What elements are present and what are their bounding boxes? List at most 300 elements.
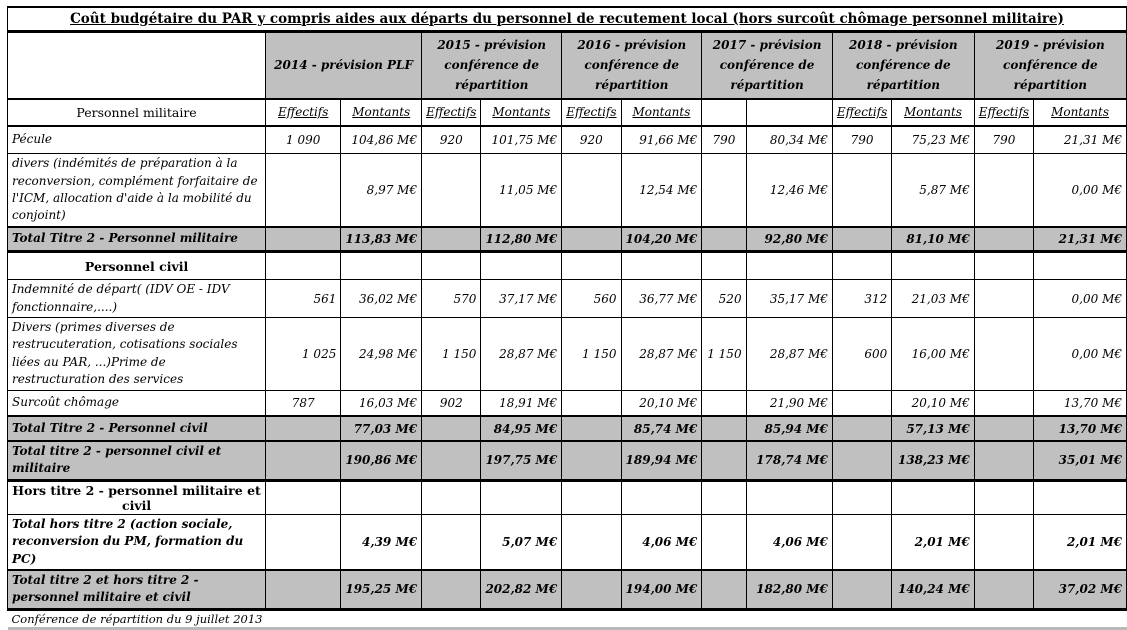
row-label bbox=[8, 441, 266, 480]
effectifs-cell bbox=[974, 318, 1033, 391]
montants-cell bbox=[341, 126, 422, 154]
effectifs-cell bbox=[562, 390, 621, 416]
montants-cell-text: 75,23 M€ bbox=[911, 132, 970, 147]
montants-cell bbox=[481, 154, 562, 227]
effectifs-cell bbox=[832, 227, 891, 252]
effectifs-cell bbox=[832, 441, 891, 480]
montants-cell-text: 36,77 M€ bbox=[639, 291, 698, 306]
effectifs-cell-text: 312 bbox=[864, 291, 888, 306]
montants-cell bbox=[621, 390, 702, 416]
montants-cell bbox=[341, 514, 422, 570]
montants-cell bbox=[746, 441, 832, 480]
effectifs-header-2016-text: Effectifs bbox=[566, 105, 617, 120]
montants-cell bbox=[892, 570, 974, 609]
montants-cell bbox=[341, 318, 422, 391]
effectifs-cell bbox=[422, 126, 481, 154]
montants-cell bbox=[481, 514, 562, 570]
montants-cell-text: 5,87 M€ bbox=[919, 182, 970, 197]
table-row bbox=[8, 416, 1127, 441]
montants-cell bbox=[621, 570, 702, 609]
montants-cell bbox=[746, 154, 832, 227]
montants-cell bbox=[481, 280, 562, 318]
montants-cell-text: 21,03 M€ bbox=[911, 291, 970, 306]
table-row bbox=[8, 280, 1127, 318]
effectifs-cell bbox=[702, 126, 746, 154]
effectifs-cell bbox=[974, 480, 1033, 514]
montants-cell bbox=[892, 480, 974, 514]
montants-cell bbox=[621, 318, 702, 391]
year-header-2017 bbox=[702, 31, 833, 99]
year-header-2016 bbox=[562, 31, 702, 99]
effectifs-cell bbox=[702, 318, 746, 391]
montants-cell-text: 101,75 M€ bbox=[491, 132, 558, 147]
table-row bbox=[8, 514, 1127, 570]
effectifs-cell bbox=[974, 514, 1033, 570]
table-footnote-text: Conférence de répartition du 9 juillet 2013 bbox=[11, 611, 263, 626]
montants-header-2014 bbox=[341, 99, 422, 126]
montants-cell-text: 5,07 M€ bbox=[502, 534, 558, 549]
footnote-ghost-cell bbox=[1034, 609, 1127, 628]
montants-header-2018-text: Montants bbox=[904, 105, 962, 120]
row-label bbox=[8, 280, 266, 318]
row-label bbox=[8, 416, 266, 441]
montants-cell bbox=[746, 390, 832, 416]
montants-cell-text: 138,23 M€ bbox=[897, 453, 970, 468]
effectifs-cell-text: 1 150 bbox=[707, 346, 742, 361]
row-label bbox=[8, 227, 266, 252]
effectifs-cell-text: 570 bbox=[453, 291, 477, 306]
montants-header-2016 bbox=[621, 99, 702, 126]
effectifs-header-2015-text: Effectifs bbox=[426, 105, 477, 120]
montants-cell-text: 77,03 M€ bbox=[353, 421, 418, 436]
montants-cell bbox=[1034, 252, 1127, 280]
montants-header-2019-text: Montants bbox=[1051, 105, 1109, 120]
page-title-text: Coût budgétaire du PAR y compris aides aux départs du personnel de recutement local (hors surcoût chômage personnel militaire) bbox=[70, 10, 1064, 27]
montants-cell bbox=[1034, 441, 1127, 480]
montants-cell-text: 81,10 M€ bbox=[906, 231, 970, 246]
montants-cell bbox=[746, 514, 832, 570]
montants-cell bbox=[1034, 280, 1127, 318]
effectifs-cell bbox=[266, 480, 341, 514]
montants-cell bbox=[481, 570, 562, 609]
effectifs-cell bbox=[974, 570, 1033, 609]
montants-cell-text: 11,05 M€ bbox=[499, 182, 558, 197]
effectifs-cell bbox=[422, 441, 481, 480]
effectifs-header-2014-text: Effectifs bbox=[278, 105, 329, 120]
effectifs-cell bbox=[832, 390, 891, 416]
montants-cell-text: 20,10 M€ bbox=[911, 395, 970, 410]
effectifs-cell bbox=[422, 570, 481, 609]
montants-cell-text: 178,74 M€ bbox=[756, 453, 828, 468]
effectifs-cell bbox=[422, 252, 481, 280]
row-label-text: Personnel civil bbox=[84, 258, 189, 274]
montants-cell-text: 57,13 M€ bbox=[906, 421, 970, 436]
montants-cell-text: 104,86 M€ bbox=[351, 132, 418, 147]
row-label bbox=[8, 252, 266, 280]
effectifs-cell bbox=[702, 390, 746, 416]
montants-cell-text: 21,31 M€ bbox=[1063, 132, 1122, 147]
montants-cell-text: 21,90 M€ bbox=[769, 395, 828, 410]
montants-cell-text: 35,01 M€ bbox=[1058, 453, 1122, 468]
row-label-text: Divers (primes diverses de restrucuteration, cotisations sociales liées au PAR, ...)Prime de restructuration des services bbox=[12, 320, 238, 387]
effectifs-cell-text: 920 bbox=[439, 132, 463, 147]
montants-cell bbox=[746, 280, 832, 318]
effectifs-cell-text: 787 bbox=[291, 395, 315, 410]
montants-cell-text: 202,82 M€ bbox=[485, 582, 558, 597]
montants-cell bbox=[892, 126, 974, 154]
effectifs-cell bbox=[702, 154, 746, 227]
row-label-text: Total titre 2 - personnel civil et militaire bbox=[12, 444, 222, 476]
montants-cell bbox=[621, 227, 702, 252]
effectifs-cell bbox=[702, 280, 746, 318]
effectifs-cell bbox=[832, 514, 891, 570]
year-header-2017-text: 2017 - prévision conférence de répartition bbox=[712, 37, 822, 93]
montants-cell bbox=[1034, 318, 1127, 391]
effectifs-cell-text: 902 bbox=[439, 395, 463, 410]
effectifs-header-2016 bbox=[562, 99, 621, 126]
effectifs-header-2019-text: Effectifs bbox=[978, 105, 1030, 120]
effectifs-cell bbox=[422, 318, 481, 391]
montants-cell-text: 24,98 M€ bbox=[359, 346, 418, 361]
montants-cell-text: 85,94 M€ bbox=[764, 421, 828, 436]
effectifs-cell bbox=[702, 570, 746, 609]
montants-cell bbox=[892, 441, 974, 480]
year-header-2018 bbox=[832, 31, 974, 99]
effectifs-cell bbox=[974, 441, 1033, 480]
year-header-2014-text: 2014 - prévision PLF bbox=[274, 57, 413, 72]
montants-cell bbox=[341, 280, 422, 318]
montants-cell bbox=[481, 390, 562, 416]
montants-header-2014-text: Montants bbox=[352, 105, 411, 120]
row-label bbox=[8, 154, 266, 227]
montants-header-2015-text: Montants bbox=[492, 105, 551, 120]
montants-cell-text: 13,70 M€ bbox=[1058, 421, 1122, 436]
montants-cell-text: 12,46 M€ bbox=[769, 182, 828, 197]
effectifs-cell bbox=[266, 416, 341, 441]
effectifs-cell bbox=[702, 480, 746, 514]
montants-cell-text: 2,01 M€ bbox=[914, 534, 970, 549]
montants-cell-text: 112,80 M€ bbox=[485, 231, 558, 246]
montants-cell bbox=[892, 227, 974, 252]
effectifs-cell-text: 920 bbox=[579, 132, 603, 147]
effectifs-header-2019 bbox=[974, 99, 1033, 126]
montants-cell bbox=[341, 441, 422, 480]
effectifs-cell bbox=[702, 441, 746, 480]
row-label-text: Surcoût chômage bbox=[12, 395, 119, 410]
montants-cell bbox=[481, 252, 562, 280]
montants-cell bbox=[1034, 390, 1127, 416]
year-header-2019 bbox=[974, 31, 1126, 99]
effectifs-cell bbox=[422, 390, 481, 416]
effectifs-cell bbox=[562, 154, 621, 227]
montants-cell bbox=[1034, 227, 1127, 252]
effectifs-cell bbox=[422, 280, 481, 318]
montants-cell bbox=[481, 227, 562, 252]
montants-cell-text: 104,20 M€ bbox=[625, 231, 698, 246]
montants-cell-text: 20,10 M€ bbox=[639, 395, 698, 410]
montants-cell-text: 0,00 M€ bbox=[1071, 182, 1122, 197]
montants-cell bbox=[481, 318, 562, 391]
montants-cell bbox=[481, 441, 562, 480]
montants-cell-text: 35,17 M€ bbox=[769, 291, 828, 306]
montants-cell-text: 194,00 M€ bbox=[625, 582, 698, 597]
year-header-2014 bbox=[266, 31, 422, 99]
montants-cell-text: 4,06 M€ bbox=[642, 534, 698, 549]
year-header-2018-text: 2018 - prévision conférence de répartition bbox=[848, 37, 958, 93]
montants-cell bbox=[341, 390, 422, 416]
row-label-text: Indemnité de départ( (IDV OE - IDV fonctionnaire,....) bbox=[12, 282, 230, 314]
effectifs-cell bbox=[832, 570, 891, 609]
montants-cell bbox=[621, 252, 702, 280]
row-label-text: Pécule bbox=[12, 132, 53, 147]
montants-cell-text: 190,86 M€ bbox=[345, 453, 418, 468]
montants-cell bbox=[746, 416, 832, 441]
effectifs-cell bbox=[702, 252, 746, 280]
effectifs-cell bbox=[266, 390, 341, 416]
montants-cell bbox=[1034, 514, 1127, 570]
footnote-ghost-cell bbox=[974, 609, 1033, 628]
effectifs-cell-text: 790 bbox=[712, 132, 736, 147]
montants-cell-text: 84,95 M€ bbox=[493, 421, 558, 436]
montants-cell bbox=[341, 570, 422, 609]
effectifs-cell bbox=[562, 126, 621, 154]
montants-cell bbox=[621, 480, 702, 514]
montants-cell-text: 28,87 M€ bbox=[639, 346, 698, 361]
montants-cell-text: 80,34 M€ bbox=[769, 132, 828, 147]
effectifs-header-2018 bbox=[832, 99, 891, 126]
montants-cell-text: 92,80 M€ bbox=[764, 231, 828, 246]
montants-cell bbox=[481, 126, 562, 154]
montants-cell-text: 37,02 M€ bbox=[1058, 582, 1122, 597]
montants-cell-text: 12,54 M€ bbox=[639, 182, 698, 197]
montants-header-2015 bbox=[481, 99, 562, 126]
montants-cell-text: 21,31 M€ bbox=[1058, 231, 1122, 246]
year-header-2015-text: 2015 - prévision conférence de répartition bbox=[437, 37, 546, 93]
page-title bbox=[8, 7, 1127, 31]
subheader-row bbox=[8, 99, 1127, 126]
title-row bbox=[8, 7, 1127, 31]
montants-cell-text: 0,00 M€ bbox=[1071, 346, 1122, 361]
effectifs-cell bbox=[266, 441, 341, 480]
effectifs-cell bbox=[562, 514, 621, 570]
montants-cell bbox=[746, 570, 832, 609]
montants-cell bbox=[746, 480, 832, 514]
section-label-personnel-militaire bbox=[8, 99, 266, 126]
effectifs-cell bbox=[562, 441, 621, 480]
montants-cell bbox=[481, 480, 562, 514]
effectifs-cell bbox=[702, 416, 746, 441]
effectifs-cell bbox=[266, 280, 341, 318]
effectifs-cell bbox=[266, 227, 341, 252]
effectifs-header-2015 bbox=[422, 99, 481, 126]
montants-cell-text: 16,00 M€ bbox=[911, 346, 970, 361]
montants-cell bbox=[892, 416, 974, 441]
effectifs-cell bbox=[832, 480, 891, 514]
montants-cell bbox=[621, 514, 702, 570]
row-label-text: Total Titre 2 - Personnel militaire bbox=[12, 231, 238, 246]
montants-cell bbox=[621, 441, 702, 480]
effectifs-cell-text: 600 bbox=[864, 346, 888, 361]
effectifs-cell bbox=[562, 227, 621, 252]
montants-cell-text: 28,87 M€ bbox=[499, 346, 558, 361]
effectifs-cell bbox=[422, 480, 481, 514]
table-row bbox=[8, 154, 1127, 227]
effectifs-cell bbox=[832, 416, 891, 441]
effectifs-cell bbox=[832, 252, 891, 280]
section-row bbox=[8, 480, 1127, 514]
effectifs-header-2014 bbox=[266, 99, 341, 126]
row-label-text: Total titre 2 et hors titre 2 - personnel militaire et civil bbox=[12, 573, 199, 605]
montants-cell bbox=[746, 126, 832, 154]
effectifs-cell bbox=[562, 252, 621, 280]
montants-cell bbox=[341, 416, 422, 441]
effectifs-cell-text: 561 bbox=[313, 291, 337, 306]
effectifs-cell bbox=[974, 280, 1033, 318]
montants-cell bbox=[746, 252, 832, 280]
effectifs-cell bbox=[562, 318, 621, 391]
montants-cell bbox=[892, 318, 974, 391]
effectifs-cell-text: 1 150 bbox=[582, 346, 617, 361]
montants-cell-text: 182,80 M€ bbox=[756, 582, 828, 597]
effectifs-cell-text: 790 bbox=[850, 132, 874, 147]
effectifs-cell bbox=[422, 154, 481, 227]
row-label bbox=[8, 480, 266, 514]
table-row bbox=[8, 227, 1127, 252]
corner-cell bbox=[8, 31, 266, 99]
effectifs-cell bbox=[266, 514, 341, 570]
montants-cell bbox=[341, 252, 422, 280]
footnote-row bbox=[8, 609, 1127, 628]
montants-cell bbox=[1034, 416, 1127, 441]
montants-cell bbox=[892, 390, 974, 416]
montants-cell-text: 85,74 M€ bbox=[633, 421, 698, 436]
row-label-text: Hors titre 2 - personnel militaire et civil bbox=[12, 482, 261, 513]
effectifs-cell bbox=[562, 416, 621, 441]
row-label-text: divers (indémités de préparation à la reconversion, complément forfaitaire de l'ICM, allocation d'aide à la mobilité du conjoint) bbox=[12, 156, 258, 223]
table-row bbox=[8, 441, 1127, 480]
montants-cell bbox=[621, 280, 702, 318]
effectifs-cell bbox=[422, 416, 481, 441]
montants-cell-text: 195,25 M€ bbox=[345, 582, 418, 597]
effectifs-cell bbox=[832, 280, 891, 318]
effectifs-cell bbox=[974, 126, 1033, 154]
montants-cell-text: 91,66 M€ bbox=[639, 132, 698, 147]
effectifs-cell-text: 1 150 bbox=[442, 346, 477, 361]
effectifs-cell bbox=[974, 227, 1033, 252]
effectifs-cell bbox=[266, 318, 341, 391]
effectifs-cell bbox=[702, 227, 746, 252]
montants-cell bbox=[746, 227, 832, 252]
effectifs-header-2018-text: Effectifs bbox=[836, 105, 888, 120]
year-header-2019-text: 2019 - prévision conférence de répartition bbox=[996, 37, 1105, 93]
effectifs-cell-text: 1 025 bbox=[301, 346, 337, 361]
effectifs-cell-text: 560 bbox=[593, 291, 617, 306]
montants-cell-text: 113,83 M€ bbox=[345, 231, 418, 246]
montants-header-2017-empty bbox=[746, 99, 832, 126]
montants-cell-text: 0,00 M€ bbox=[1071, 291, 1122, 306]
table-row bbox=[8, 318, 1127, 391]
effectifs-cell bbox=[974, 252, 1033, 280]
row-label bbox=[8, 390, 266, 416]
montants-cell bbox=[892, 280, 974, 318]
montants-cell bbox=[341, 480, 422, 514]
table-row bbox=[8, 570, 1127, 609]
montants-cell bbox=[341, 227, 422, 252]
effectifs-cell bbox=[562, 280, 621, 318]
effectifs-cell bbox=[832, 154, 891, 227]
effectifs-cell bbox=[974, 416, 1033, 441]
montants-cell-text: 36,02 M€ bbox=[359, 291, 418, 306]
table-footnote bbox=[8, 609, 975, 628]
montants-cell-text: 197,75 M€ bbox=[485, 453, 558, 468]
montants-cell bbox=[892, 252, 974, 280]
montants-cell-text: 4,06 M€ bbox=[772, 534, 828, 549]
year-header-2016-text: 2016 - prévision conférence de répartition bbox=[577, 37, 687, 93]
effectifs-cell-text: 1 090 bbox=[286, 132, 321, 147]
montants-cell-text: 16,03 M€ bbox=[359, 395, 418, 410]
montants-cell-text: 18,91 M€ bbox=[499, 395, 558, 410]
montants-cell bbox=[621, 154, 702, 227]
montants-cell-text: 13,70 M€ bbox=[1063, 395, 1122, 410]
row-label bbox=[8, 318, 266, 391]
effectifs-cell bbox=[974, 390, 1033, 416]
montants-cell bbox=[1034, 154, 1127, 227]
montants-header-2019 bbox=[1034, 99, 1127, 126]
montants-cell bbox=[1034, 126, 1127, 154]
effectifs-cell bbox=[832, 318, 891, 391]
montants-cell-text: 2,01 M€ bbox=[1066, 534, 1122, 549]
row-label-text: Total hors titre 2 (action sociale, reconversion du PM, formation du PC) bbox=[12, 516, 244, 566]
effectifs-cell bbox=[266, 570, 341, 609]
effectifs-cell bbox=[422, 227, 481, 252]
section-row bbox=[8, 252, 1127, 280]
montants-cell bbox=[892, 154, 974, 227]
montants-cell-text: 8,97 M€ bbox=[366, 182, 418, 197]
montants-cell-text: 37,17 M€ bbox=[499, 291, 558, 306]
montants-cell bbox=[481, 416, 562, 441]
montants-cell-text: 28,87 M€ bbox=[769, 346, 828, 361]
montants-cell bbox=[1034, 570, 1127, 609]
effectifs-header-2017-empty bbox=[702, 99, 746, 126]
effectifs-cell bbox=[266, 154, 341, 227]
effectifs-cell bbox=[266, 126, 341, 154]
montants-cell-text: 140,24 M€ bbox=[897, 582, 970, 597]
effectifs-cell-text: 790 bbox=[992, 132, 1016, 147]
effectifs-cell bbox=[266, 252, 341, 280]
montants-header-2016-text: Montants bbox=[632, 105, 691, 120]
effectifs-cell bbox=[562, 480, 621, 514]
effectifs-cell bbox=[702, 514, 746, 570]
montants-cell bbox=[341, 154, 422, 227]
montants-cell-text: 4,39 M€ bbox=[362, 534, 418, 549]
table-row bbox=[8, 126, 1127, 154]
montants-cell bbox=[892, 514, 974, 570]
montants-cell bbox=[1034, 480, 1127, 514]
row-label-text: Total Titre 2 - Personnel civil bbox=[12, 420, 208, 435]
montants-header-2018 bbox=[892, 99, 974, 126]
table-row bbox=[8, 390, 1127, 416]
section-label-personnel-militaire-text: Personnel militaire bbox=[76, 104, 197, 120]
effectifs-cell bbox=[422, 514, 481, 570]
montants-cell bbox=[746, 318, 832, 391]
year-header-row bbox=[8, 31, 1127, 99]
effectifs-cell-text: 520 bbox=[718, 291, 742, 306]
montants-cell bbox=[621, 126, 702, 154]
effectifs-cell bbox=[832, 126, 891, 154]
effectifs-cell bbox=[562, 570, 621, 609]
montants-cell bbox=[621, 416, 702, 441]
effectifs-cell bbox=[974, 154, 1033, 227]
